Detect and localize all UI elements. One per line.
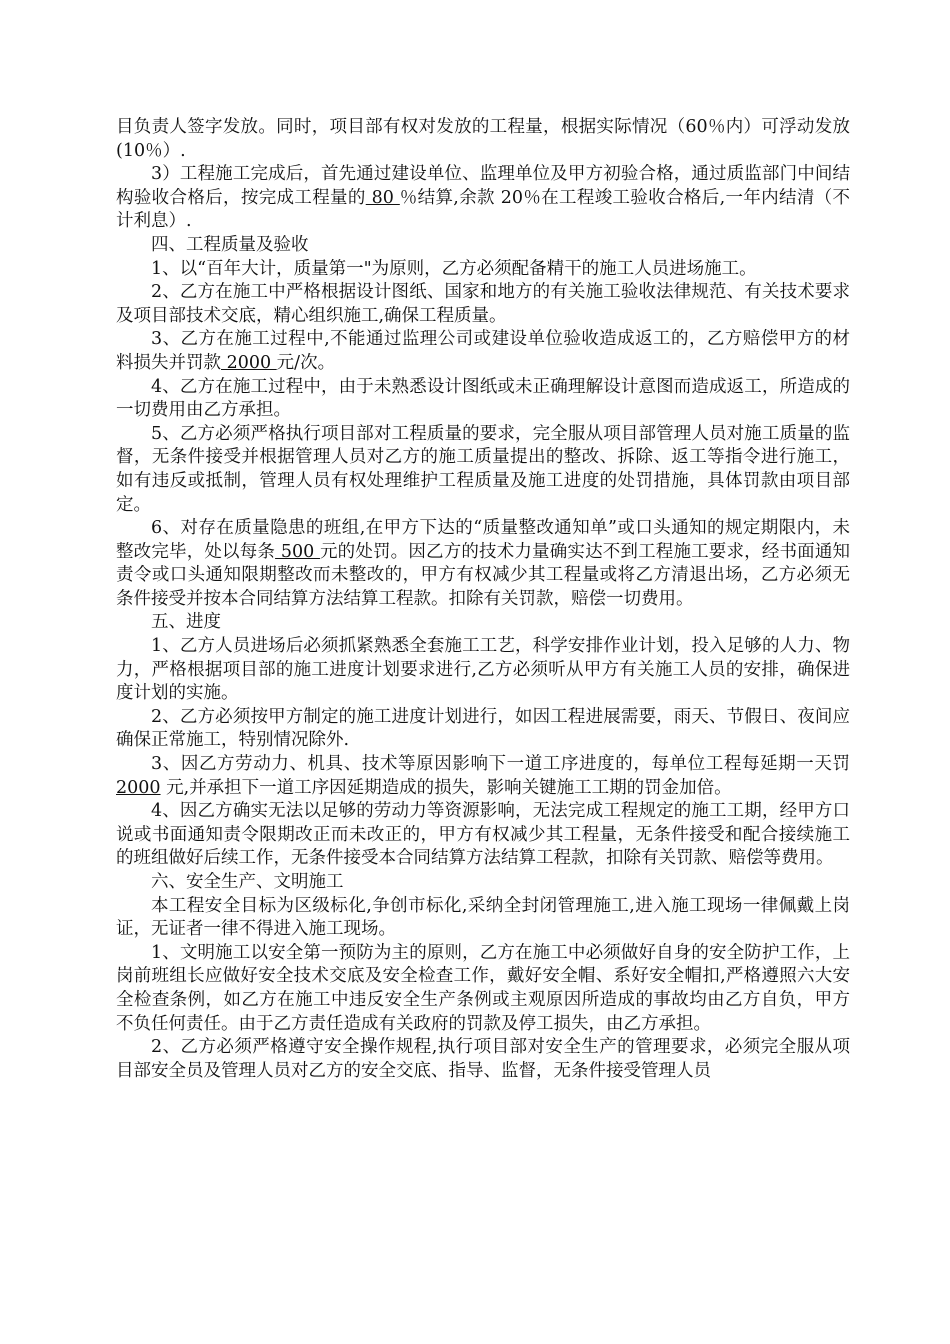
underlined-value: 500: [275, 541, 320, 562]
paragraph: [116, 281, 850, 328]
paragraph-text: 元,并承担下一道工序因延期造成的损失，影响关键施工工期的罚金加倍。: [160, 777, 732, 798]
paragraph-text: 4、因乙方确实无法以足够的劳动力等资源影响，无法完成工程规定的施工工期，经甲方口说或书面通知责令限期改正而未改正的，甲方有权减少其工程量，无条件接受和配合接续施工的班组做好后续工作，无条件接受本合同结算方法结算工程款，扣除有关罚款、赔偿等费用。: [116, 801, 850, 869]
paragraph-text: 6、对存在质量隐患的班组,在甲方下达的“质量整改通知单”或口头通知的规定期限内，未整改完毕，处以每条: [116, 518, 850, 562]
paragraph-text: 五、进度: [151, 612, 221, 633]
paragraph-text: 4、乙方在施工过程中，由于未熟悉设计图纸或未正确理解设计意图而造成返工，所造成的一切费用由乙方承担。: [116, 376, 850, 421]
paragraph-text: 2、乙方在施工中严格根据设计图纸、国家和地方的有关施工验收法律规范、有关技术要求及项目部技术交底，精心组织施工,确保工程质量。: [116, 282, 850, 326]
paragraph: [116, 800, 850, 871]
paragraph: [116, 258, 850, 282]
paragraph: [116, 423, 850, 517]
paragraph: [116, 234, 850, 258]
paragraph-text: 六、安全生产、文明施工: [151, 872, 344, 892]
underlined-value: 80: [365, 187, 400, 208]
underlined-value: 2000: [116, 777, 161, 798]
paragraph-text: 本工程安全目标为区级标化,争创市标化,采纳全封闭管理施工,进入施工现场一律佩戴上岗证，无证者一律不得进入施工现场。: [116, 895, 850, 940]
paragraph-text: 元的处罚。因乙方的技术力量确实达不到工程施工要求，经书面通知责令或口头通知限期整改而未整改的，甲方有权减少其工程量或将乙方清退出场，乙方必须无条件接受并按本合同结算方法结算工程款。扣除有关罚款，赔偿一切费用。: [116, 541, 851, 609]
paragraph-text: 2、乙方必须按甲方制定的施工进度计划进行，如因工程进展需要，雨天、节假日、夜间应确保正常施工，特别情况除外.: [116, 706, 850, 751]
paragraph-text: 目负责人签字发放。同时，项目部有权对发放的工程量，根据实际情况（60％内）可浮动发放(10％）.: [116, 117, 850, 161]
paragraph-text: 1、文明施工以安全第一预防为主的原则，乙方在施工中必须做好自身的安全防护工作，上岗前班组长应做好安全技术交底及安全检查工作，戴好安全帽、系好安全帽扣,严格遵照六大安全检查条例，如乙方在施工中违反安全生产条例或主观原因所造成的事故均由乙方自负，甲方不负任何责任。由于乙方责任造成有关政府的罚款及停工损失，由乙方承担。: [116, 942, 850, 1034]
paragraph: [116, 706, 850, 753]
paragraph-text: 3、乙方在施工过程中,不能通过监理公司或建设单位验收造成返工的，乙方赔偿甲方的材料损失并罚款: [116, 329, 850, 373]
paragraph: [116, 635, 850, 706]
underlined-value: 2000: [221, 352, 277, 373]
paragraph: [116, 116, 850, 163]
paragraph-text: 5、乙方必须严格执行项目部对工程质量的要求，完全服从项目部管理人员对施工质量的监督，无条件接受并根据管理人员对乙方的施工质量提出的整改、拆除、返工等指令进行施工，如有违反或抵制，管理人员有权处理维护工程质量及施工进度的处罚措施，具体罚款由项目部定。: [116, 423, 850, 515]
paragraph-text: ％结算,余款 20％在工程竣工验收合格后,一年内结清（不计利息）.: [116, 187, 850, 232]
paragraph: [116, 942, 850, 1036]
paragraph: [116, 328, 850, 375]
paragraph-text: 元/次。: [276, 352, 336, 373]
paragraph-text: 1、乙方人员进场后必须抓紧熟悉全套施工工艺，科学安排作业计划，投入足够的人力、物力，严格根据项目部的施工进度计划要求进行,乙方必须听从甲方有关施工人员的安排，确保进度计划的实施。: [116, 636, 850, 704]
paragraph: [116, 895, 850, 942]
paragraph-text: 3）工程施工完成后，首先通过建设单位、监理单位及甲方初验合格，通过质监部门中间结构验收合格后，按完成工程量的: [116, 164, 850, 208]
paragraph: [116, 753, 850, 800]
paragraph-text: 3、因乙方劳动力、机具、技术等原因影响下一道工序进度的，每单位工程每延期一天罚: [151, 754, 850, 775]
paragraph: [116, 517, 850, 611]
paragraph-text: 1、以“百年大计，质量第一"为原则，乙方必须配备精干的施工人员进场施工。: [151, 258, 757, 279]
paragraph-text: 2、乙方必须严格遵守安全操作规程,执行项目部对安全生产的管理要求，必须完全服从项目部安全员及管理人员对乙方的安全交底、指导、监督，无条件接受管理人员: [116, 1037, 850, 1081]
paragraph: [116, 376, 850, 423]
document-page: [116, 116, 850, 1083]
paragraph-text: 四、工程质量及验收: [151, 234, 309, 255]
paragraph: [116, 871, 850, 895]
paragraph: [116, 1036, 850, 1083]
paragraph: [116, 163, 850, 234]
paragraph: [116, 611, 850, 635]
